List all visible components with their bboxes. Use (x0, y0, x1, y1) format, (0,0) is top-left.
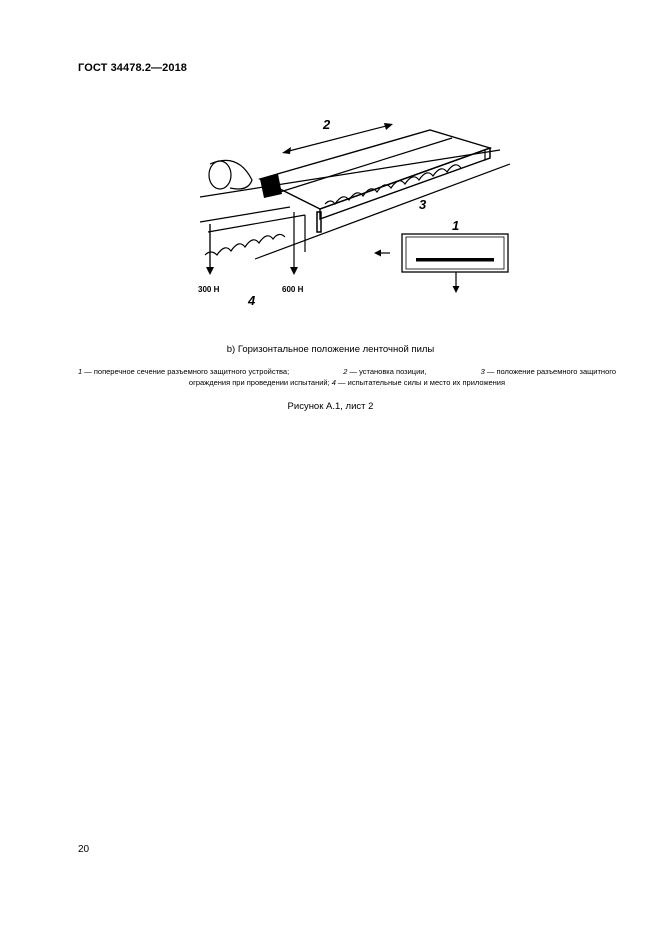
page-number: 20 (78, 844, 90, 855)
force-label-right: 600 Н (282, 285, 304, 294)
figure-subcaption: b) Горизонтальное положение ленточной пилы (226, 344, 435, 355)
legend-line-2 (78, 377, 616, 388)
travel-arrow-head-left (282, 147, 291, 154)
label-4: 4 (248, 293, 256, 308)
document-header: ГОСТ 34478.2—2018 (78, 62, 188, 74)
force-label-left: 300 Н (198, 285, 220, 294)
bandsaw-guard-drawing (190, 112, 520, 312)
legend-item-3: 3 — положение разъемного защитного (480, 367, 616, 376)
band-line-top (200, 150, 500, 197)
cross-section-arrow-down-head (453, 286, 460, 293)
technical-figure (190, 112, 520, 312)
wheel-ellipse (209, 161, 231, 189)
band-line-low (208, 215, 305, 232)
travel-arrow-head-right (384, 123, 393, 130)
cross-section-inner (406, 237, 504, 269)
force-arrow-left-head (206, 267, 214, 275)
figure-caption: Рисунок А.1, лист 2 (287, 401, 374, 412)
travel-arrow (285, 125, 390, 152)
legend-item-1: 1 — поперечное сечение разъемного защитного устройства; (78, 367, 290, 376)
cross-section-blade (416, 258, 494, 262)
label-2: 2 (323, 117, 331, 132)
label-3: 3 (419, 197, 427, 212)
legend-item-2: 2 — установка позиции, (343, 367, 427, 376)
legend-item-4: 4 — испытательные силы и место их приложения (331, 378, 506, 387)
force-arrow-right-head (290, 267, 298, 275)
cross-section-arrow-left-head (374, 250, 381, 257)
guard-end-cap (317, 212, 321, 232)
band-line-bottom (255, 164, 510, 259)
cross-section-outer (402, 234, 508, 272)
figure-legend (78, 366, 616, 388)
label-1: 1 (452, 218, 460, 233)
legend-item-3-cont: ограждения при проведении испытаний; (188, 378, 330, 387)
legend-line-1 (78, 366, 616, 377)
saw-blade-teeth (325, 165, 461, 204)
